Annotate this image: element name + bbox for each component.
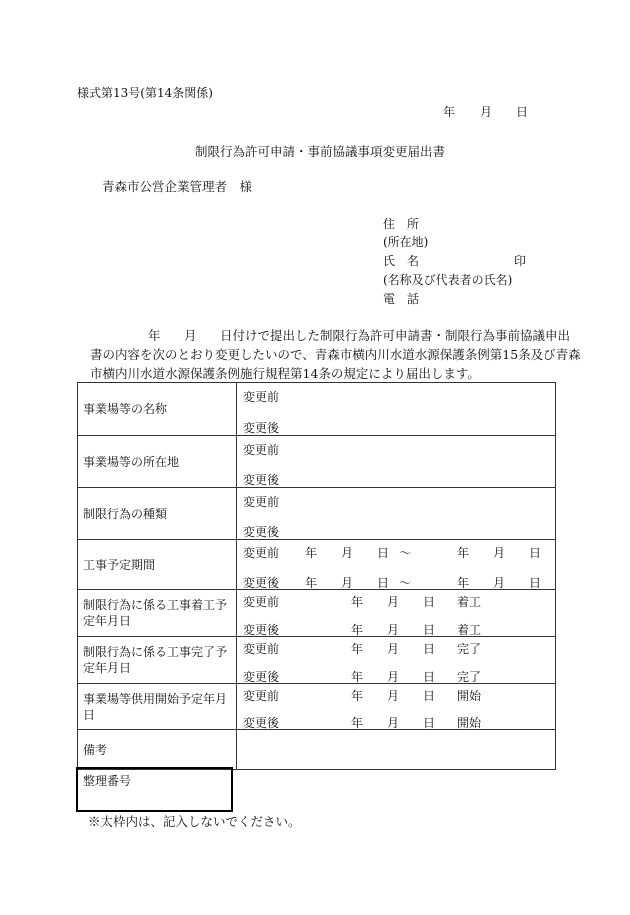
address-label: 住 所 [383, 217, 420, 231]
year-label: 年 [351, 623, 364, 637]
month-label: 月 [493, 576, 506, 590]
day-label: 日 [423, 716, 436, 730]
day-label: 日 [423, 623, 436, 637]
work-start-word: 着工 [457, 595, 482, 609]
tilde-label: 〜 [399, 546, 412, 560]
after-label: 変更後 [243, 421, 280, 435]
day-label: 日 [377, 546, 390, 560]
business-location-label: 事業場等の所在地 [78, 436, 237, 488]
before-label: 変更前 [243, 595, 280, 609]
month-label: 月 [387, 689, 400, 703]
restricted-type-value[interactable] [237, 488, 556, 540]
intro-line3: 市横内川水道水源保護条例施行規程第14条の規定により届出します。 [90, 366, 480, 381]
service-start-value[interactable] [237, 684, 556, 730]
table-row [78, 383, 556, 436]
day-label: 日 [529, 576, 542, 590]
after-label: 変更後 [243, 623, 280, 637]
business-name-value[interactable] [237, 383, 556, 436]
month-label: 月 [387, 623, 400, 637]
intro-year: 年 [148, 328, 161, 343]
after-label: 変更後 [243, 576, 280, 590]
form-number: 様式第13号(第14条関係) [77, 86, 213, 100]
change-form-table [77, 382, 556, 770]
ref-number-box [76, 767, 233, 812]
date-year-label: 年 [443, 105, 456, 119]
intro-line1: 日付けで提出した制限行為許可申請書・制限行為事前協議申出 [220, 328, 571, 343]
name-note: (名称及び代表者の氏名) [383, 273, 513, 287]
month-label: 月 [493, 546, 506, 560]
after-label: 変更後 [243, 473, 280, 487]
year-label: 年 [351, 716, 364, 730]
table-row [78, 637, 556, 684]
table-row [78, 730, 556, 770]
month-label: 月 [387, 670, 400, 684]
year-label: 年 [351, 642, 364, 656]
work-period-value[interactable] [237, 540, 556, 590]
before-label: 変更前 [243, 546, 280, 560]
table-row [78, 590, 556, 637]
tilde-label: 〜 [399, 576, 412, 590]
day-label: 日 [529, 546, 542, 560]
phone-label: 電 話 [383, 292, 420, 306]
day-label: 日 [423, 642, 436, 656]
after-label: 変更後 [243, 525, 280, 539]
work-end-word: 完了 [457, 670, 482, 684]
remarks-label: 備考 [78, 730, 237, 770]
month-label: 月 [341, 576, 354, 590]
work-end-value[interactable] [237, 637, 556, 684]
intro-month: 月 [184, 328, 197, 343]
table-row [78, 540, 556, 590]
work-start-label: 制限行為に係る工事着工予定年月日 [78, 590, 237, 637]
intro-line2: 書の内容を次のとおり変更したいので、青森市横内川水道水源保護条例第15条及び青森 [90, 347, 581, 362]
year-label: 年 [351, 689, 364, 703]
work-end-word: 完了 [457, 642, 482, 656]
date-month-label: 月 [480, 105, 493, 119]
before-label: 変更前 [243, 443, 280, 457]
after-label: 変更後 [243, 716, 280, 730]
business-location-value[interactable] [237, 436, 556, 488]
before-label: 変更前 [243, 390, 280, 404]
year-label: 年 [305, 546, 318, 560]
year-label: 年 [305, 576, 318, 590]
work-start-value[interactable] [237, 590, 556, 637]
work-end-label: 制限行為に係る工事完了予定年月日 [78, 637, 237, 684]
table-row [78, 488, 556, 540]
month-label: 月 [341, 546, 354, 560]
month-label: 月 [387, 595, 400, 609]
service-start-label: 事業場等供用開始予定年月日 [78, 684, 237, 730]
year-label: 年 [351, 595, 364, 609]
before-label: 変更前 [243, 495, 280, 509]
table-row [78, 436, 556, 488]
before-label: 変更前 [243, 689, 280, 703]
service-start-word: 開始 [457, 716, 482, 730]
day-label: 日 [377, 576, 390, 590]
month-label: 月 [387, 716, 400, 730]
addressee: 青森市公営企業管理者 様 [102, 179, 253, 194]
footnote: ※太枠内は、記入しないでください。 [88, 814, 301, 829]
restricted-type-label: 制限行為の種類 [78, 488, 237, 540]
service-start-word: 開始 [457, 689, 482, 703]
remarks-value[interactable] [237, 730, 556, 770]
day-label: 日 [423, 670, 436, 684]
date-day-label: 日 [516, 105, 529, 119]
name-label: 氏 名 [383, 254, 420, 268]
year-label: 年 [457, 576, 470, 590]
year-label: 年 [351, 670, 364, 684]
seal-label: 印 [514, 254, 527, 268]
day-label: 日 [423, 595, 436, 609]
work-start-word: 着工 [457, 623, 482, 637]
location-label: (所在地) [383, 235, 429, 249]
ref-number-label: 整理番号 [83, 774, 132, 788]
year-label: 年 [457, 546, 470, 560]
document-title: 制限行為許可申請・事前協議事項変更届出書 [195, 144, 446, 159]
month-label: 月 [387, 642, 400, 656]
after-label: 変更後 [243, 670, 280, 684]
business-name-label: 事業場等の名称 [78, 383, 237, 436]
before-label: 変更前 [243, 642, 280, 656]
day-label: 日 [423, 689, 436, 703]
table-row [78, 684, 556, 730]
work-period-label: 工事予定期間 [78, 540, 237, 590]
